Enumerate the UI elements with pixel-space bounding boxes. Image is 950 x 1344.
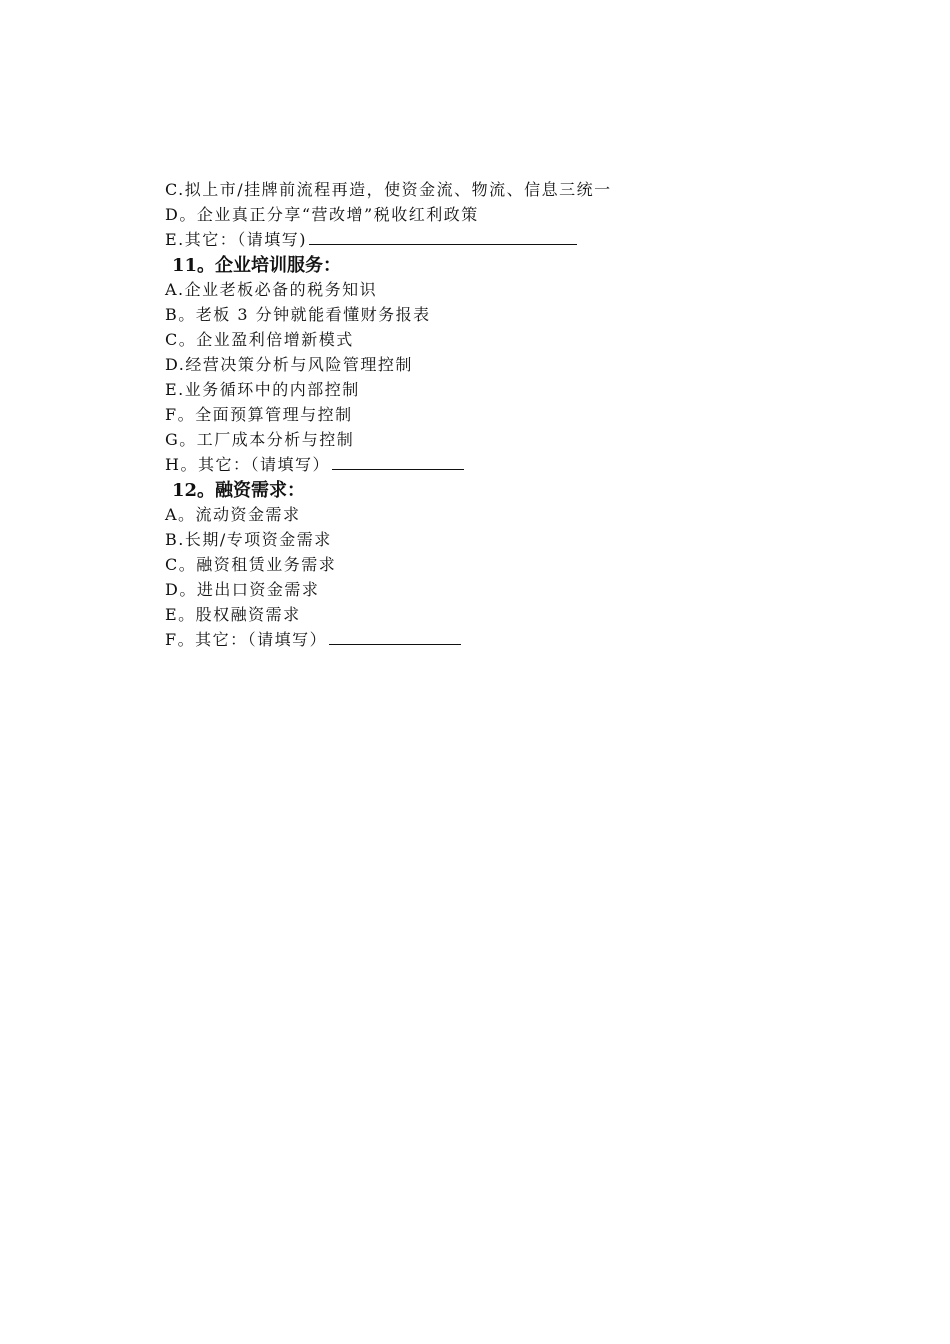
option-10d-text: D。企业真正分享“营改增”税收红利政策 <box>165 205 479 224</box>
option-11g <box>165 430 354 450</box>
section-11-heading: 11。企业培训服务： <box>172 255 342 276</box>
option-12f-text: F。其它：（请填写） <box>165 630 328 649</box>
fill-in-blank-10e[interactable] <box>309 230 577 245</box>
option-12a-text: A。流动资金需求 <box>165 505 301 524</box>
option-12b-text: B.长期/专项资金需求 <box>165 530 332 549</box>
fill-in-blank-11h[interactable] <box>332 455 464 470</box>
option-10c <box>165 180 612 200</box>
option-12e <box>165 605 301 625</box>
option-10e <box>165 230 577 250</box>
option-12d <box>165 580 319 600</box>
option-12a <box>165 505 301 525</box>
option-11b <box>165 305 431 325</box>
option-10c-text: C.拟上市/挂牌前流程再造，使资金流、物流、信息三统一 <box>165 180 612 199</box>
option-12d-text: D。进出口资金需求 <box>165 580 320 599</box>
option-12c-text: C。融资租赁业务需求 <box>165 555 337 574</box>
option-11a <box>165 280 377 300</box>
option-11d <box>165 355 413 375</box>
option-11d-text: D.经营决策分析与风险管理控制 <box>165 355 413 374</box>
option-11f <box>165 405 353 425</box>
fill-in-blank-12f[interactable] <box>329 630 461 645</box>
option-11f-text: F。全面预算管理与控制 <box>165 405 353 424</box>
option-12c <box>165 555 336 575</box>
option-11h-text: H。其它：（请填写） <box>165 455 330 474</box>
option-12b <box>165 530 332 550</box>
option-11c-text: C。企业盈利倍增新模式 <box>165 330 354 349</box>
option-11a-text: A.企业老板必备的税务知识 <box>165 280 378 299</box>
option-10e-text: E.其它：（请填写) <box>165 230 308 249</box>
option-11h <box>165 455 464 475</box>
option-11e <box>165 380 360 400</box>
option-10d <box>165 205 479 225</box>
option-12f <box>165 630 461 650</box>
option-12e-text: E。股权融资需求 <box>165 605 301 624</box>
option-11c <box>165 330 354 350</box>
option-11g-text: G。工厂成本分析与控制 <box>165 430 355 449</box>
option-11e-text: E.业务循环中的内部控制 <box>165 380 360 399</box>
section-12-heading: 12。融资需求： <box>172 480 306 501</box>
option-11b-text: B。老板 3 分钟就能看懂财务报表 <box>165 305 431 324</box>
